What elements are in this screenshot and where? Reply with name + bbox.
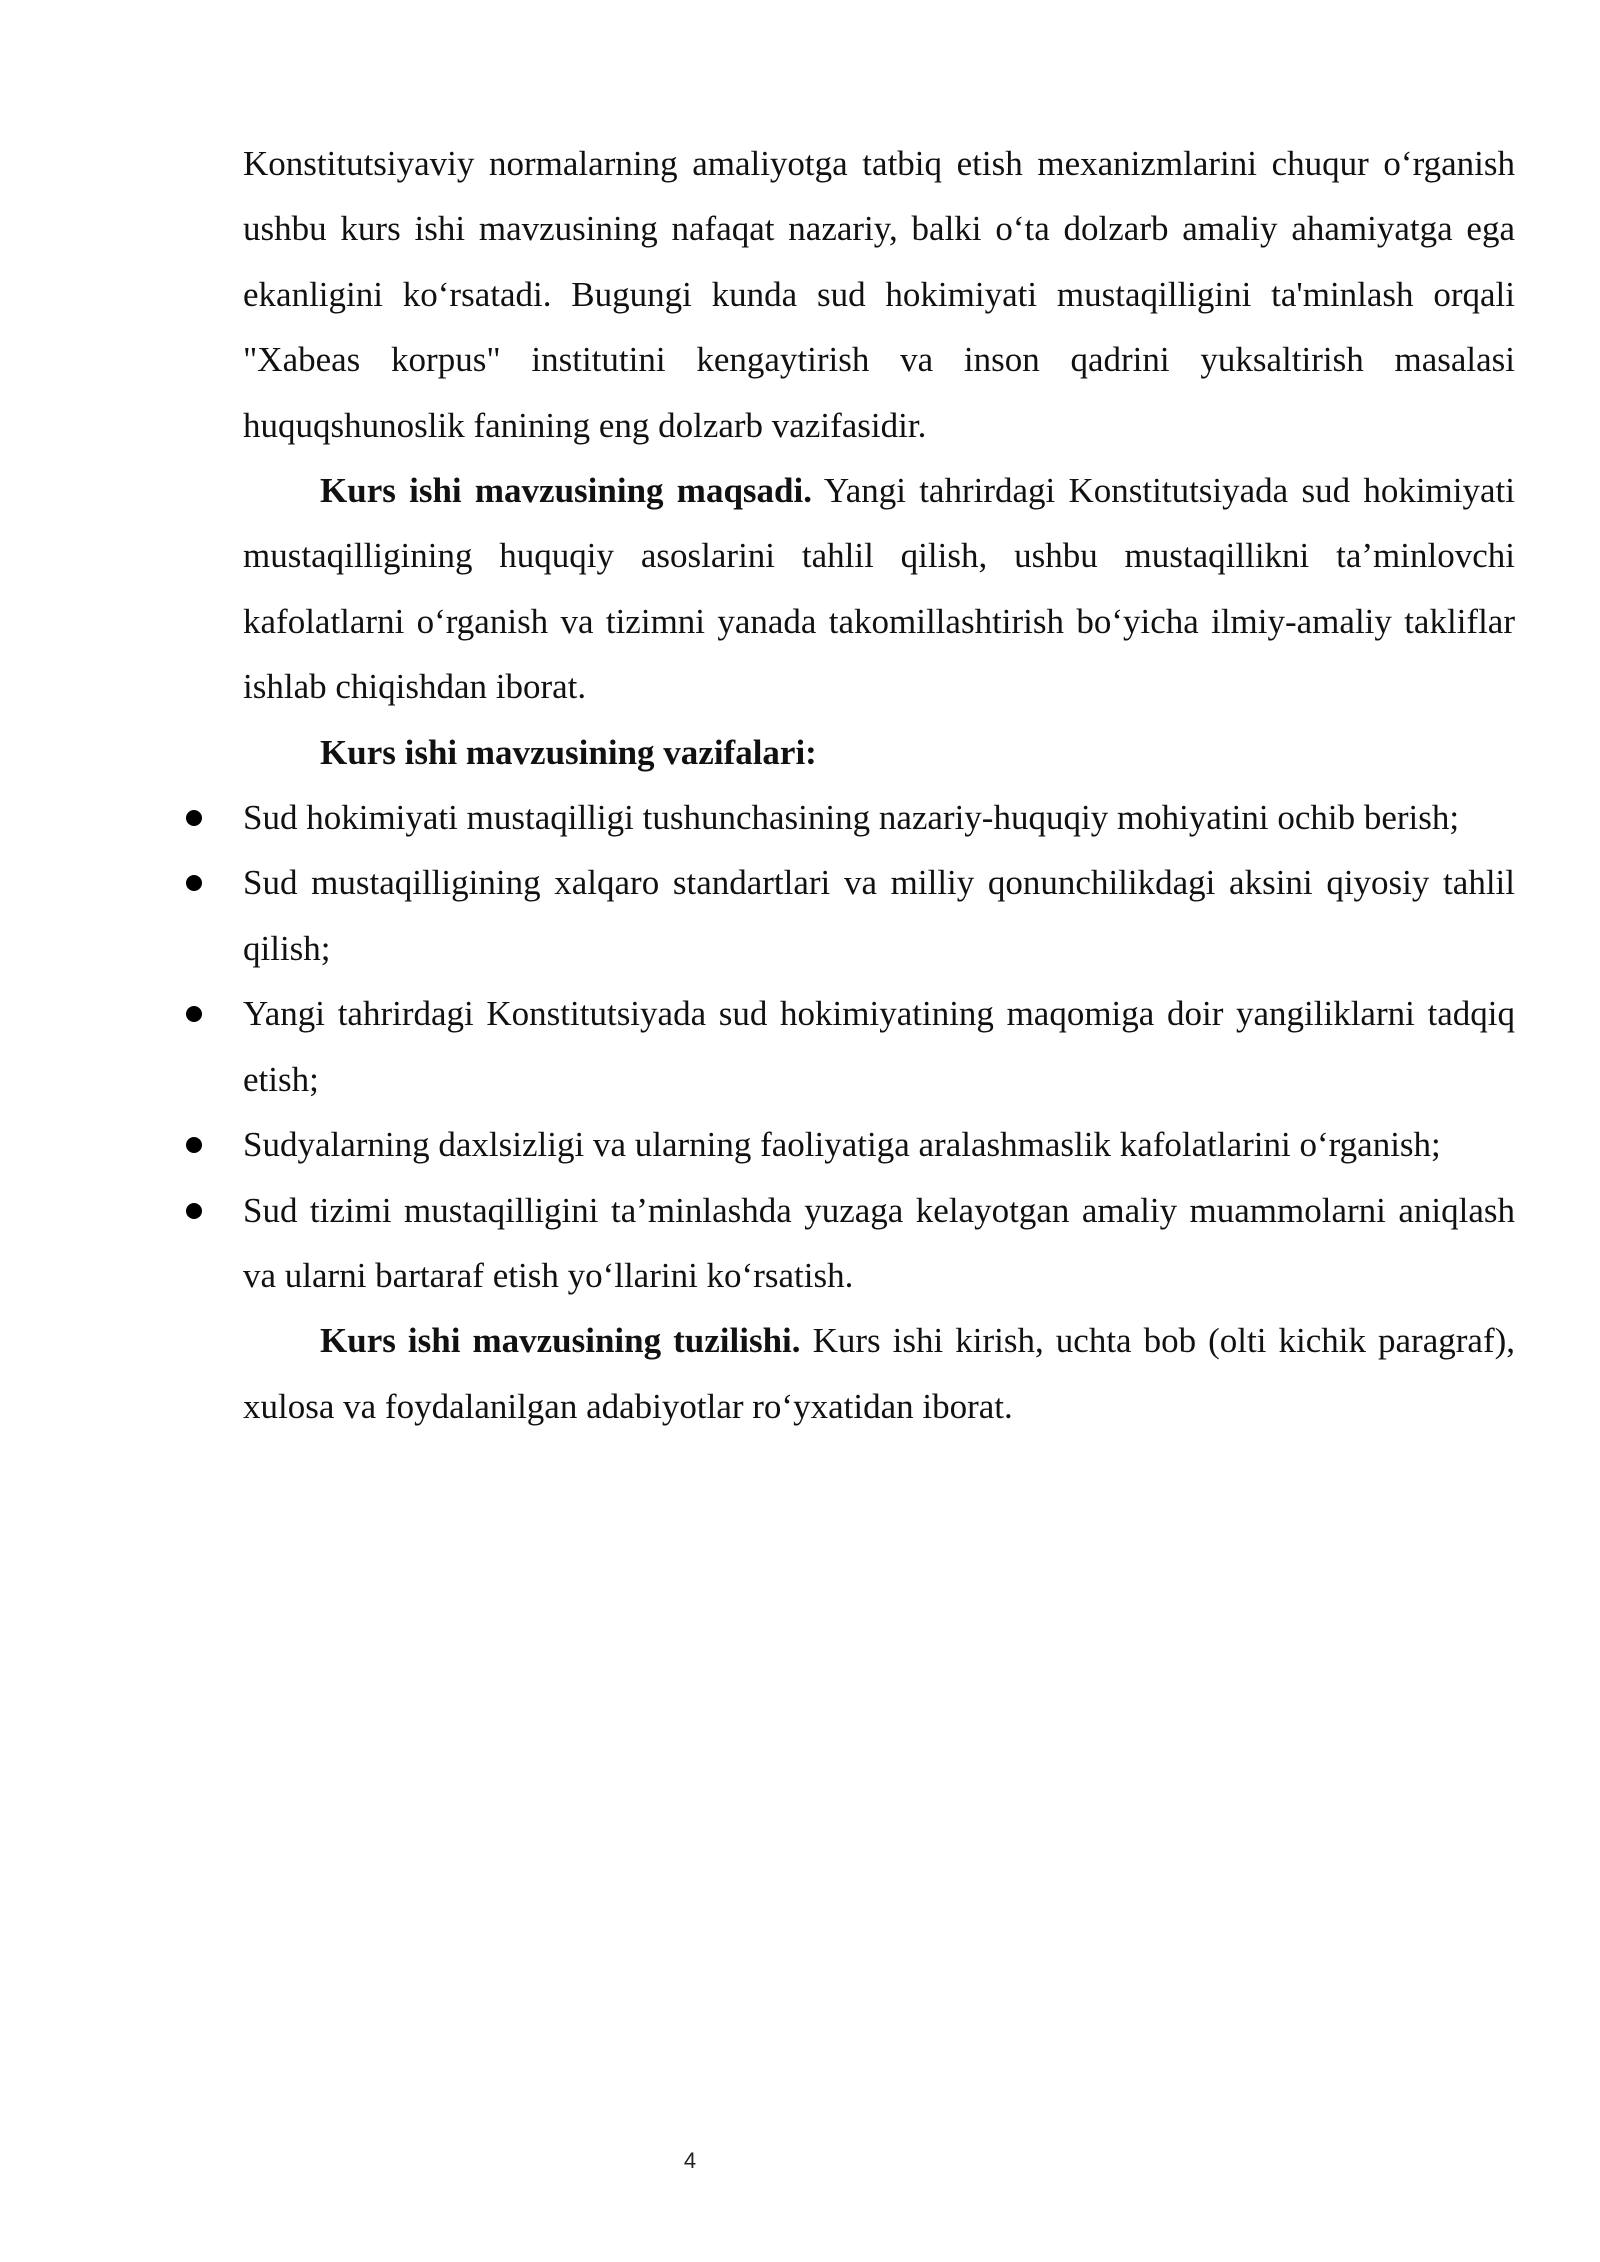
structure-paragraph [243,1308,1515,1439]
goal-text: Yangi tahrirdagi Konstitutsiyada sud hokimiyati mustaqilligining huquqiy asoslarini tahlil qilish, ushbu mustaqillikni ta’minlovchi kafolatlarni o‘rganish va tizimni yanada takomillashtirish bo‘yicha ilmiy-amaliy takliflar ishlab chiqishdan iborat. [243,471,1515,707]
bullet-icon [186,1203,202,1219]
bullet-icon [186,875,202,891]
document-body [243,131,1515,1439]
structure-heading: Kurs ishi mavzusining tuzilishi. [320,1321,801,1361]
goal-paragraph [243,458,1515,720]
list-item-text: Sudyalarning daxlsizligi va ularning faoliyatiga aralashmaslik kafolatlarini o‘rganish; [243,1125,1441,1165]
list-item [243,981,1515,1112]
structure-text: Kurs ishi kirish, uchta bob (olti kichik paragraf), xulosa va foydalanilgan adabiyotlar ro‘yxatidan iborat. [243,1321,1516,1426]
list-item [243,1178,1515,1309]
list-item-text: Sud mustaqilligining xalqaro standartlari va milliy qonunchilikdagi aksini qiyosiy tahlil qilish; [243,863,1515,968]
list-item-text: Yangi tahrirdagi Konstitutsiyada sud hokimiyatining maqomiga doir yangiliklarni tadqiq etish; [243,994,1515,1099]
bullet-icon [186,1137,202,1153]
page-number: 4 [683,2148,697,2173]
list-item-text: Sud hokimiyati mustaqilligi tushunchasining nazariy-huquqiy mohiyatini ochib berish; [243,798,1460,838]
list-item [243,850,1515,981]
tasks-heading: Kurs ishi mavzusining vazifalari: [320,732,817,772]
tasks-list [243,785,1515,1308]
bullet-icon [186,810,202,826]
list-item-text: Sud tizimi mustaqilligini ta’minlashda yuzaga kelayotgan amaliy muammolarni aniqlash va ularni bartaraf etish yo‘llarini ko‘rsatish. [243,1190,1515,1295]
list-item [243,785,1515,850]
list-item [243,1112,1515,1177]
intro-paragraph: Konstitutsiyaviy normalarning amaliyotga tatbiq etish mexanizmlarini chuqur o‘rganish ushbu kurs ishi mavzusining nafaqat nazariy, balki o‘ta dolzarb amaliy ahamiyatga ega ekanligini ko‘rsatadi. Bugungi kunda sud hokimiyati mustaqilligini ta'minlash orqali "Xabeas korpus" institutini kengaytirish va inson qadrini yuksaltirish masalasi huquqshunoslik fanining eng dolzarb vazifasidir. [243,144,1515,445]
bullet-icon [186,1006,202,1022]
goal-heading: Kurs ishi mavzusining maqsadi. [320,471,812,511]
